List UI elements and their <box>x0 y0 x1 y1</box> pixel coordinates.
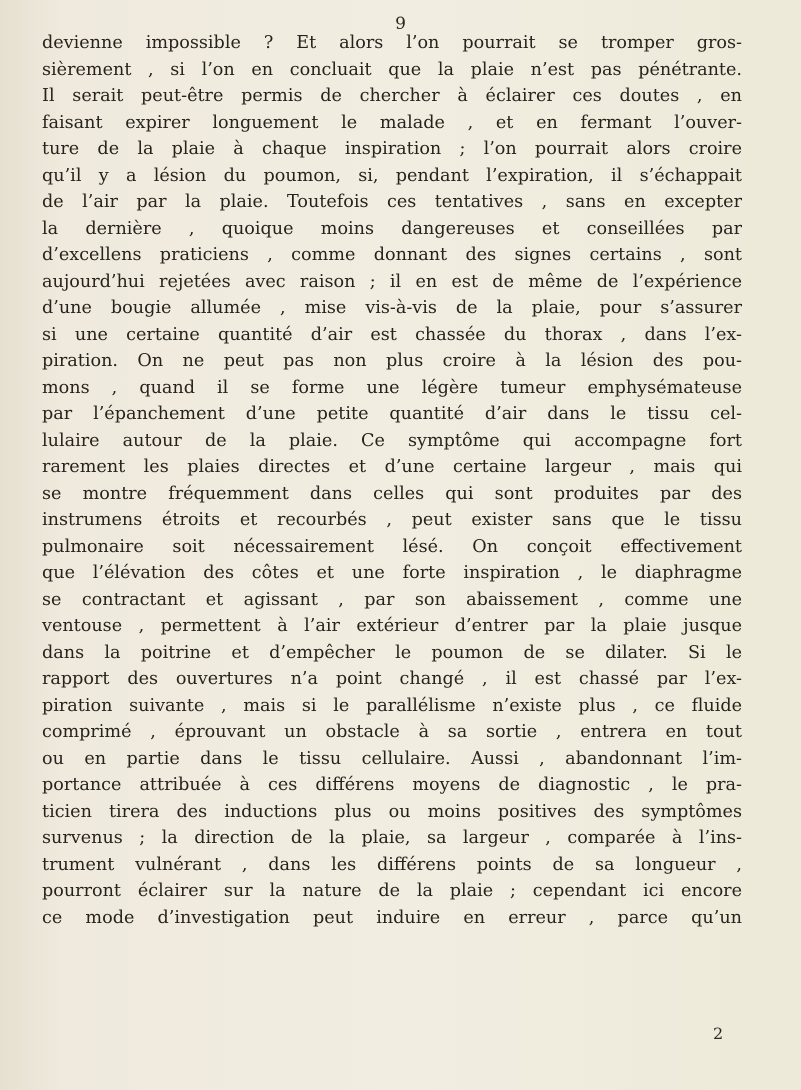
body-text <box>42 30 742 931</box>
text-line: aujourd’hui rejetées avec raison ; il en est de même de l’expérience <box>42 271 742 292</box>
text-line: dans la poitrine et d’empêcher le poumon de se dilater. Si le <box>42 642 742 663</box>
text-line: instrumens étroits et recourbés , peut exister sans que le tissu <box>42 510 742 530</box>
text-line: portance attribuée à ces différens moyens de diagnostic , le pra- <box>42 775 742 795</box>
text-line: se montre fréquemment dans celles qui sont produites par des <box>42 483 742 504</box>
text-line: ticien tirera des inductions plus ou moins positives des symptômes <box>42 801 742 822</box>
text-line: de l’air par la plaie. Toutefois ces tentatives , sans en excepter <box>42 192 742 212</box>
text-line: rarement les plaies directes et d’une certaine largeur , mais qui <box>42 457 742 477</box>
text-line: pulmonaire soit nécessairement lésé. On conçoit effectivement <box>42 536 742 557</box>
text-line: faisant expirer longuement le malade , et en fermant l’ouver- <box>42 112 742 133</box>
text-line: qu’il y a lésion du poumon, si, pendant l’expiration, il s’échappait <box>42 165 742 186</box>
text-line: se contractant et agissant , par son abaissement , comme une <box>42 589 742 610</box>
text-line: la dernière , quoique moins dangereuses et conseillées par <box>42 218 742 239</box>
text-line: sièrement , si l’on en concluait que la plaie n’est pas pénétrante. <box>42 59 742 80</box>
text-line: trument vulnérant , dans les différens points de sa longueur , <box>42 854 742 875</box>
text-line: piration. On ne peut pas non plus croire à la lésion des pou- <box>42 351 742 371</box>
text-line: si une certaine quantité d’air est chassée du thorax , dans l’ex- <box>42 324 742 345</box>
text-line: que l’élévation des côtes et une forte inspiration , le diaphragme <box>42 563 742 583</box>
text-line: ventouse , permettent à l’air extérieur d’entrer par la plaie jusque <box>42 616 742 636</box>
signature-mark: 2 <box>713 1024 724 1043</box>
text-line: lulaire autour de la plaie. Ce symptôme qui accompagne fort <box>42 430 742 451</box>
text-line: d’une bougie allumée , mise vis-à-vis de la plaie, pour s’assurer <box>42 298 742 318</box>
text-line: pourront éclairer sur la nature de la plaie ; cependant ici encore <box>42 881 742 901</box>
text-line: rapport des ouvertures n’a point changé , il est chassé par l’ex- <box>42 669 742 689</box>
text-line: par l’épanchement d’une petite quantité d’air dans le tissu cel- <box>42 404 742 424</box>
page-number: 9 <box>395 14 406 34</box>
text-line: mons , quand il se forme une légère tumeur emphysémateuse <box>42 377 742 398</box>
text-line: piration suivante , mais si le parallélisme n’existe plus , ce fluide <box>42 695 742 716</box>
text-line: survenus ; la direction de la plaie, sa largeur , comparée à l’ins- <box>42 828 742 848</box>
text-line: ou en partie dans le tissu cellulaire. Aussi , abandonnant l’im- <box>42 748 742 769</box>
text-line: ture de la plaie à chaque inspiration ; l’on pourrait alors croire <box>42 139 742 159</box>
text-line: ce mode d’investigation peut induire en erreur , parce qu’un <box>42 907 742 928</box>
text-line: devienne impossible ? Et alors l’on pourrait se tromper gros- <box>42 33 742 53</box>
text-line: comprimé , éprouvant un obstacle à sa sortie , entrera en tout <box>42 722 742 742</box>
text-line: d’excellens praticiens , comme donnant des signes certains , sont <box>42 245 742 265</box>
text-line: Il serait peut-être permis de chercher à éclairer ces doutes , en <box>42 86 742 106</box>
